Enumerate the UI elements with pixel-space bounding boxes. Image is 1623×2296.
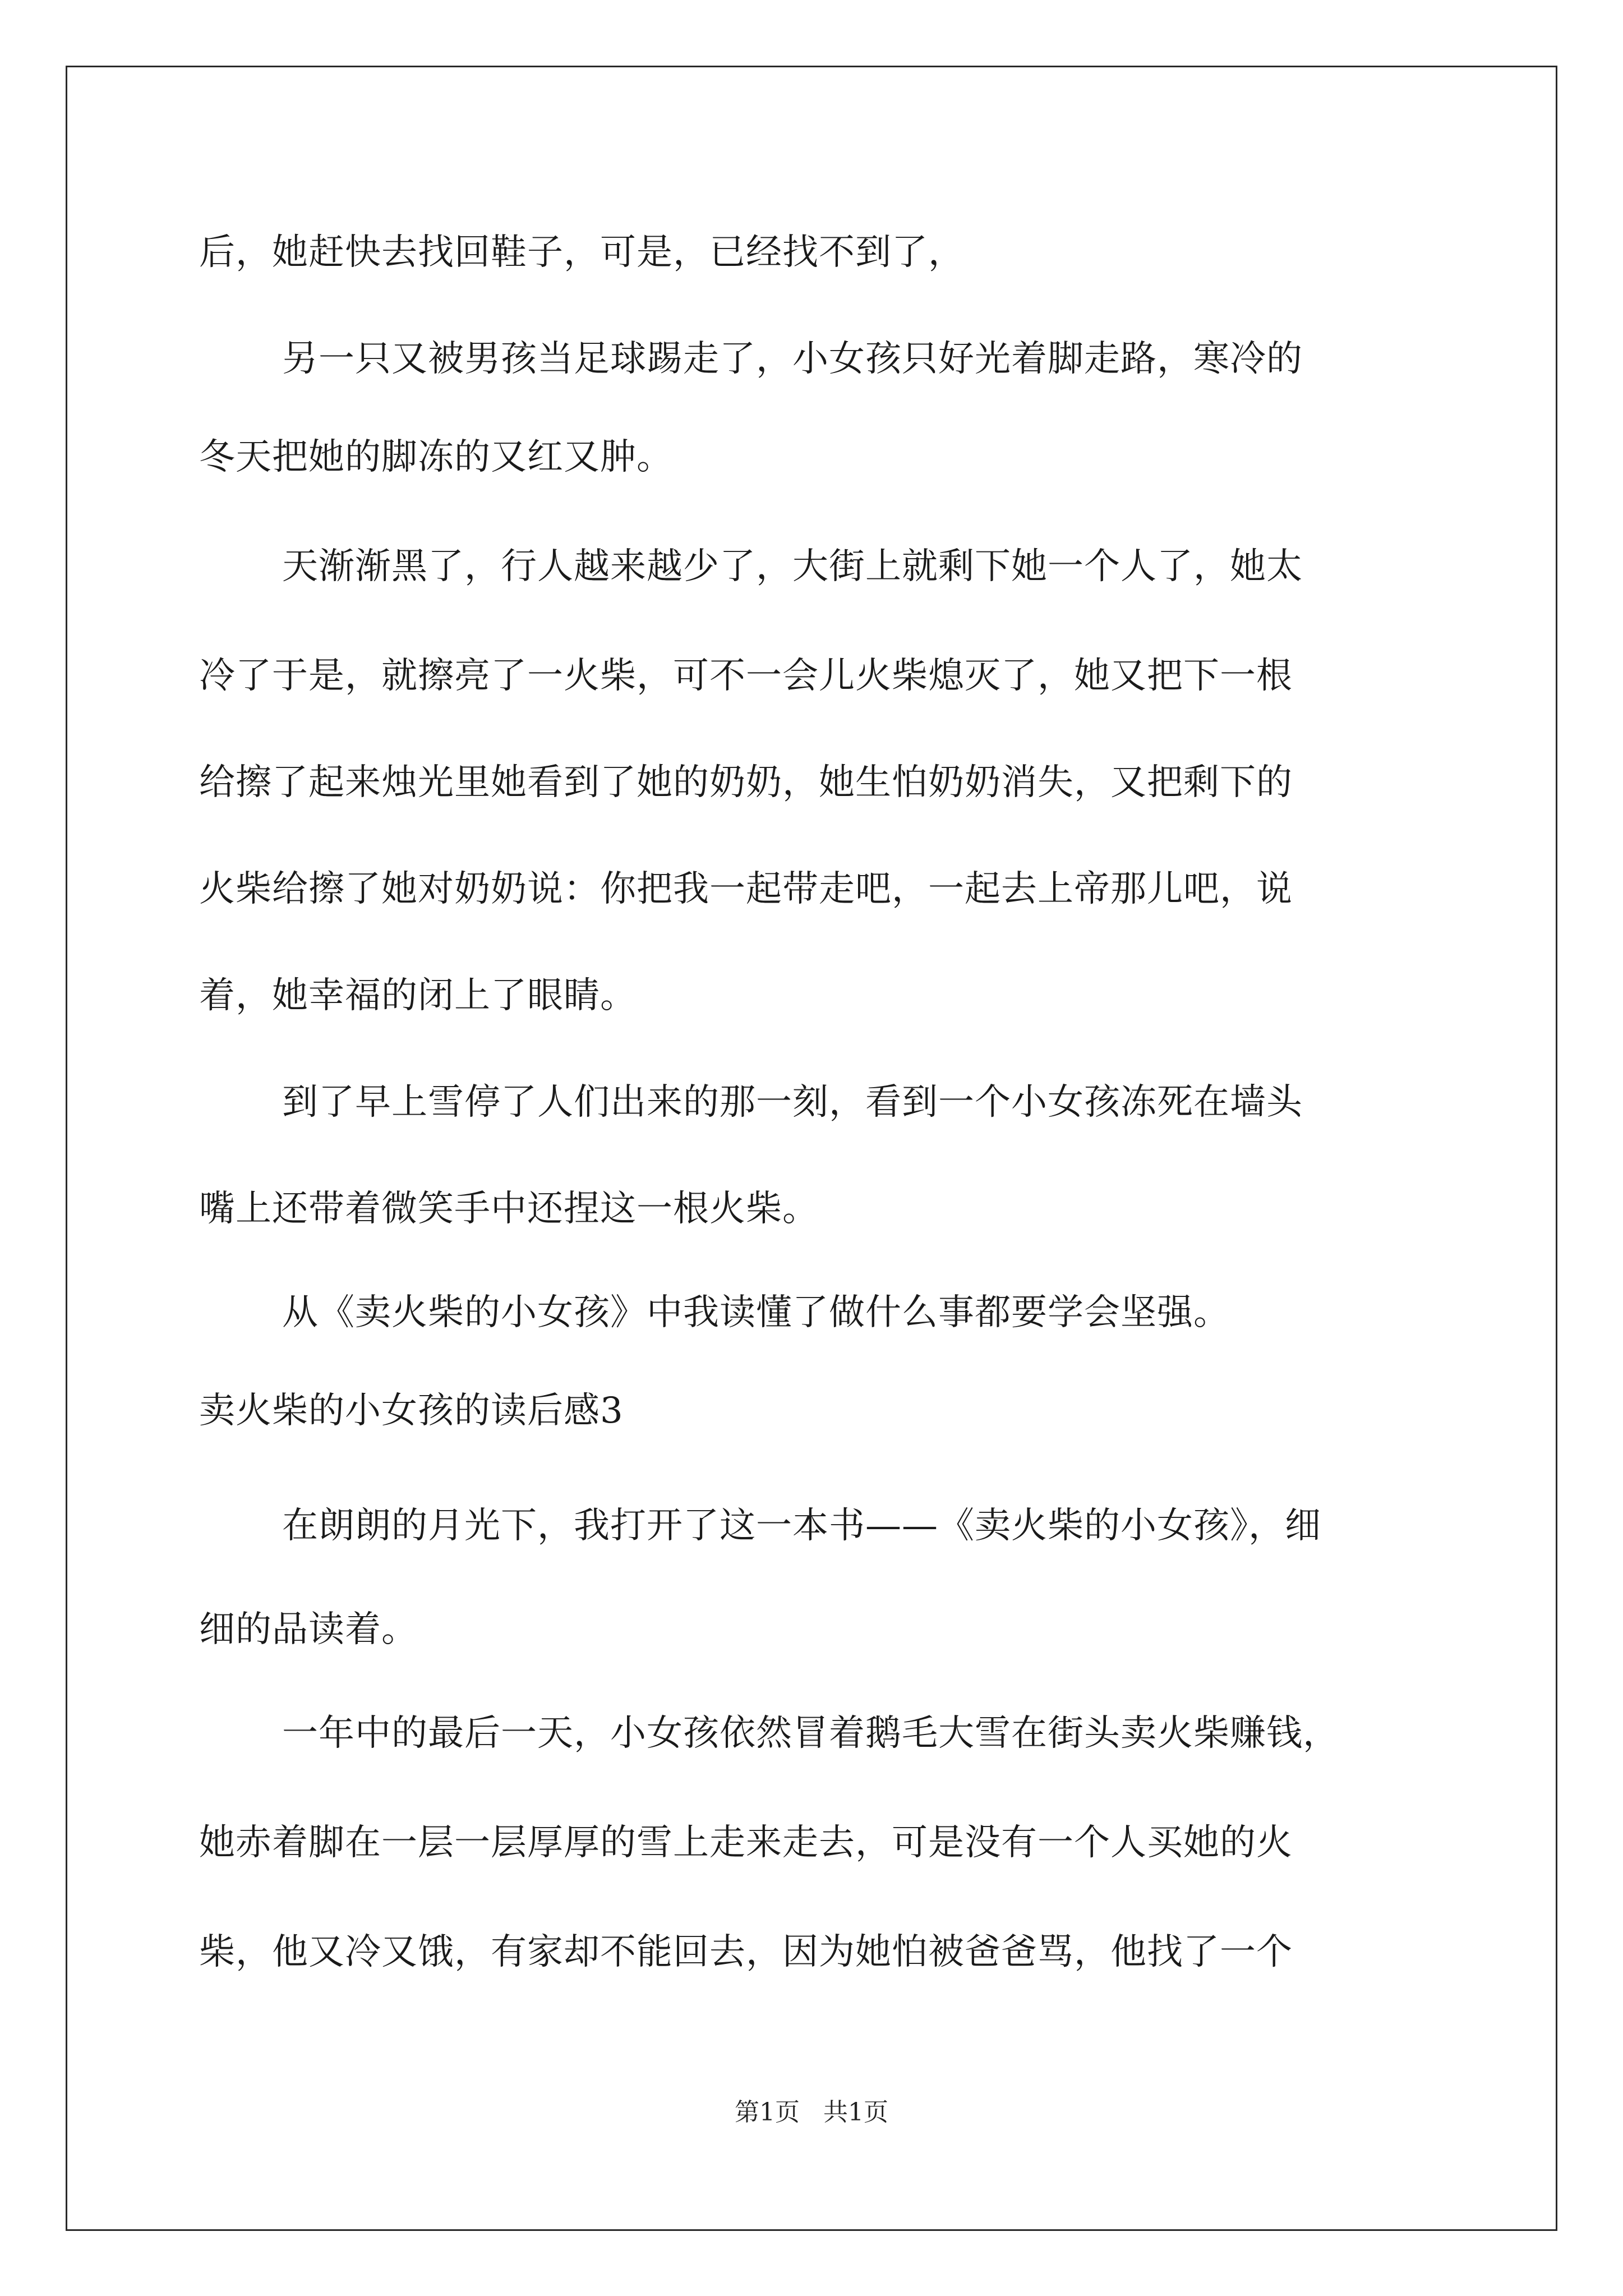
text-line: 着，她幸福的闭上了眼睛。 bbox=[199, 975, 637, 1016]
section-heading: 卖火柴的小女孩的读后感3 bbox=[199, 1390, 624, 1432]
text-line: 从《卖火柴的小女孩》中我读懂了做什么事都要学会坚强。 bbox=[282, 1292, 1230, 1333]
page-total: 共1页 bbox=[823, 2098, 888, 2127]
text-line: 后，她赶快去找回鞋子，可是，已经找不到了， bbox=[199, 232, 965, 273]
text-line: 细的品读着。 bbox=[199, 1609, 418, 1650]
text-line: 天渐渐黑了，行人越来越少了，大街上就剩下她一个人了，她太 bbox=[282, 546, 1303, 587]
text-line: 冬天把她的脚冻的又红又肿。 bbox=[199, 436, 673, 478]
text-line: 一年中的最后一天，小女孩依然冒着鹅毛大雪在街头卖火柴赚钱， bbox=[282, 1713, 1339, 1754]
text-line: 她赤着脚在一层一层厚厚的雪上走来走去，可是没有一个人买她的火 bbox=[199, 1822, 1293, 1864]
text-line: 在朗朗的月光下，我打开了这一本书——《卖火柴的小女孩》，细 bbox=[282, 1505, 1321, 1547]
text-line: 冷了于是，就擦亮了一火柴，可不一会儿火柴熄灭了，她又把下一根 bbox=[199, 655, 1293, 697]
text-line: 给擦了起来烛光里她看到了她的奶奶，她生怕奶奶消失，又把剩下的 bbox=[199, 762, 1293, 803]
page-footer bbox=[0, 2097, 1623, 2128]
text-line: 柴，他又冷又饿，有家却不能回去，因为她怕被爸爸骂，他找了一个 bbox=[199, 1931, 1293, 1973]
text-line: 火柴给擦了她对奶奶说：你把我一起带走吧，一起去上帝那儿吧，说 bbox=[199, 868, 1293, 910]
text-line: 嘴上还带着微笑手中还捏这一根火柴。 bbox=[199, 1188, 819, 1230]
text-line: 到了早上雪停了人们出来的那一刻，看到一个小女孩冻死在墙头 bbox=[282, 1082, 1303, 1123]
page-number: 第1页 bbox=[735, 2098, 800, 2127]
text-line: 另一只又被男孩当足球踢走了，小女孩只好光着脚走路，寒冷的 bbox=[282, 338, 1303, 380]
page-border bbox=[66, 66, 1557, 2231]
